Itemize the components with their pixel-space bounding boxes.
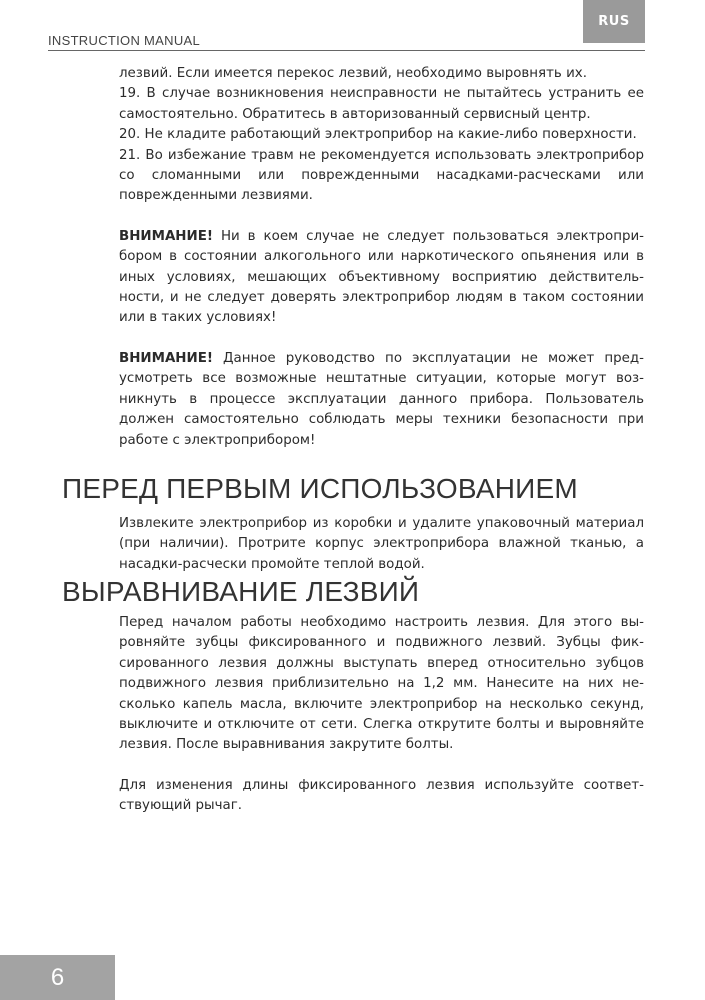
safety-item-18-continued: лезвий. Если имеется перекос лезвий, необходимо выровнять их. bbox=[119, 66, 587, 81]
safety-item-21: 21. Во избежание травм не рекомендуется использовать электроприбор со сломанными или поврежденными насадками-расческами или поврежденными лезвиями. bbox=[119, 147, 644, 204]
warning-label: ВНИМАНИЕ! bbox=[119, 228, 213, 244]
warning-alcohol bbox=[119, 227, 644, 329]
section-title-blade-alignment: ВЫРАВНИВАНИЕ ЛЕЗВИЙ bbox=[62, 576, 420, 607]
warning-label: ВНИМАНИЕ! bbox=[119, 350, 213, 366]
manual-title: INSTRUCTION MANUAL bbox=[48, 33, 201, 48]
blade-alignment-text: Перед началом работы необходимо настроить лезвия. Для этого выровняйте зубцы фиксированного и подвижного лезвий. Зубцы фиксированного лезвия должны выступать вперед относительно зубцов подвижного лезвия приблизительно на 1,2 мм. Нанесите на них несколько капель масла, включите электроприбор на несколько секунд, выключите и отключите от сети. Слегка открутите болты и выровняйте лезвия. После выравнивания закрутите болты. bbox=[119, 615, 644, 753]
safety-item-19: 19. В случае возникновения неисправности не пытайтесь устранить ее самостоятельно. Обратитесь в авторизованный сервисный центр. bbox=[119, 86, 644, 122]
language-tab: RUS bbox=[583, 0, 645, 43]
page-number: 6 bbox=[0, 955, 115, 1000]
warning-manual-scope bbox=[119, 349, 644, 451]
warning-text: Данное руководство по эксплуатации не может предусмотреть все возможные нештатные ситуации, которые могут возникнуть в процессе эксплуатации данного прибора. Пользователь должен самостоятельно соблюдать меры техники безопасности при работе с электроприбором! bbox=[119, 350, 644, 448]
section-body-before-first-use bbox=[119, 514, 644, 575]
section-body-blade-alignment bbox=[119, 613, 644, 817]
before-first-use-text: Извлеките электроприбор из коробки и удалите упаковочный материал (при наличии). Протрите корпус электроприбора влажной тканью, а насадки-расчески промойте теплой водой. bbox=[119, 516, 644, 572]
header-divider bbox=[48, 50, 645, 51]
safety-instructions bbox=[119, 64, 644, 451]
blade-length-text: Для изменения длины фиксированного лезвия используйте соответствующий рычаг. bbox=[119, 777, 644, 814]
warning-text: Ни в коем случае не следует пользоваться электроприбором в состоянии алкогольного или наркотического опьянения или в иных условиях, мешающих объективному восприятию действительности, и не следует доверять электроприбор людям в таком состоянии или в таких условиях! bbox=[119, 228, 644, 326]
safety-item-20: 20. Не кладите работающий электроприбор на какие-либо поверхности. bbox=[119, 127, 637, 143]
section-title-before-first-use: ПЕРЕД ПЕРВЫМ ИСПОЛЬЗОВАНИЕМ bbox=[62, 473, 578, 504]
